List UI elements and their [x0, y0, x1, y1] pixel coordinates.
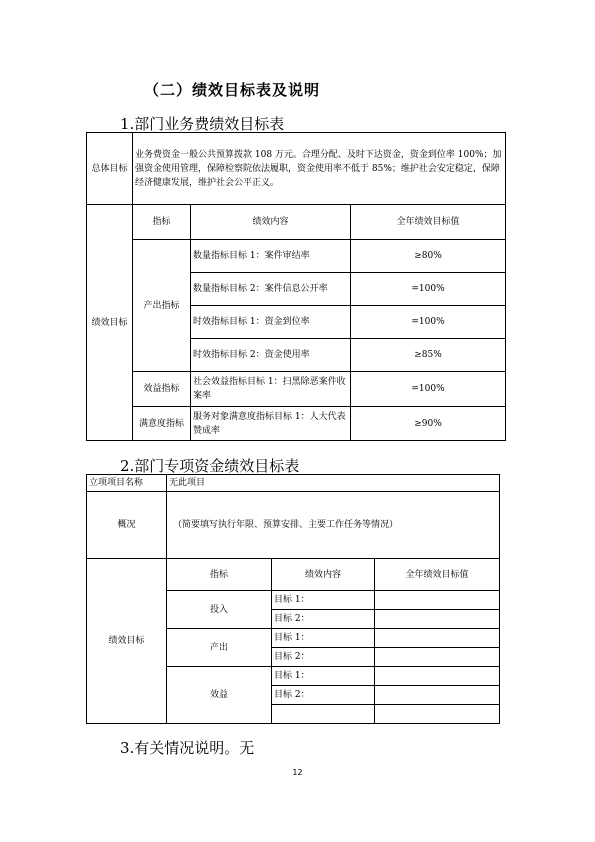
- section-title: （二）绩效目标表及说明: [144, 81, 321, 99]
- satisfaction-indicator-label: 满意度指标: [133, 407, 191, 441]
- benefit-content: 社会效益指标目标 1：扫黑除恶案件收案率: [191, 372, 351, 407]
- input-target-value: [375, 610, 500, 629]
- output-value: ≥85%: [351, 339, 506, 372]
- output-value: =100%: [351, 306, 506, 339]
- output-content: 时效指标目标 1：资金到位率: [191, 306, 351, 339]
- output-value: =100%: [351, 273, 506, 306]
- output-value: ≥80%: [351, 240, 506, 273]
- benefit-target: 目标 1：: [272, 667, 375, 686]
- overall-goal-label: 总体目标: [87, 133, 133, 205]
- overview-label: 概况: [87, 492, 167, 559]
- output-target: 目标 2：: [272, 648, 375, 667]
- output-target-value: [375, 629, 500, 648]
- benefit-value: =100%: [351, 372, 506, 407]
- input-target: 目标 2：: [272, 610, 375, 629]
- input-target: 目标 1：: [272, 591, 375, 610]
- satisfaction-content: 服务对象满意度指标目标 1：人大代表赞成率: [191, 407, 351, 441]
- col-indicator: 指标: [133, 205, 191, 240]
- overview-text: （简要填写执行年限、预算安排、主要工作任务等情况）: [167, 492, 500, 559]
- benefit-target-value: [375, 667, 500, 686]
- col-content: 绩效内容: [272, 559, 375, 591]
- table2-heading: 2.部门专项资金绩效目标表: [120, 457, 300, 475]
- page-number: 12: [292, 768, 303, 777]
- input-label: 投入: [167, 591, 272, 629]
- col-value: 全年绩效目标值: [375, 559, 500, 591]
- perf-goal-label: 绩效目标: [87, 559, 167, 724]
- special-funds-table: [86, 474, 500, 724]
- output-indicator-label: 产出指标: [133, 240, 191, 372]
- benefit-target: [272, 705, 375, 724]
- output-content: 数量指标目标 2：案件信息公开率: [191, 273, 351, 306]
- col-value: 全年绩效目标值: [351, 205, 506, 240]
- benefit-target: 目标 2：: [272, 686, 375, 705]
- table1-heading: 1.部门业务费绩效目标表: [120, 115, 285, 133]
- satisfaction-value: ≥90%: [351, 407, 506, 441]
- benefit-label: 效益: [167, 667, 272, 724]
- input-target-value: [375, 591, 500, 610]
- col-indicator: 指标: [167, 559, 272, 591]
- benefit-target-value: [375, 686, 500, 705]
- output-content: 时效指标目标 2：资金使用率: [191, 339, 351, 372]
- output-label: 产出: [167, 629, 272, 667]
- output-content: 数量指标目标 1：案件审结率: [191, 240, 351, 273]
- benefit-target-value: [375, 705, 500, 724]
- perf-goal-label: 绩效目标: [87, 205, 133, 441]
- benefit-indicator-label: 效益指标: [133, 372, 191, 407]
- project-name-label: 立项项目名称: [87, 475, 167, 492]
- project-name-value: 无此项目: [167, 475, 500, 492]
- note-text: 3.有关情况说明。无: [120, 739, 255, 757]
- overall-goal-text: 业务费资金一般公共预算拨款 108 万元。合理分配、及时下达资金，资金到位率 100%；加强资金使用管理，保障检察院依法履职，资金使用率不低于 85%；维护社会安定稳定，保障经济健康发展，维护社会公平正义。: [133, 133, 506, 205]
- output-target: 目标 1：: [272, 629, 375, 648]
- department-business-fee-table: [86, 132, 506, 441]
- col-content: 绩效内容: [191, 205, 351, 240]
- output-target-value: [375, 648, 500, 667]
